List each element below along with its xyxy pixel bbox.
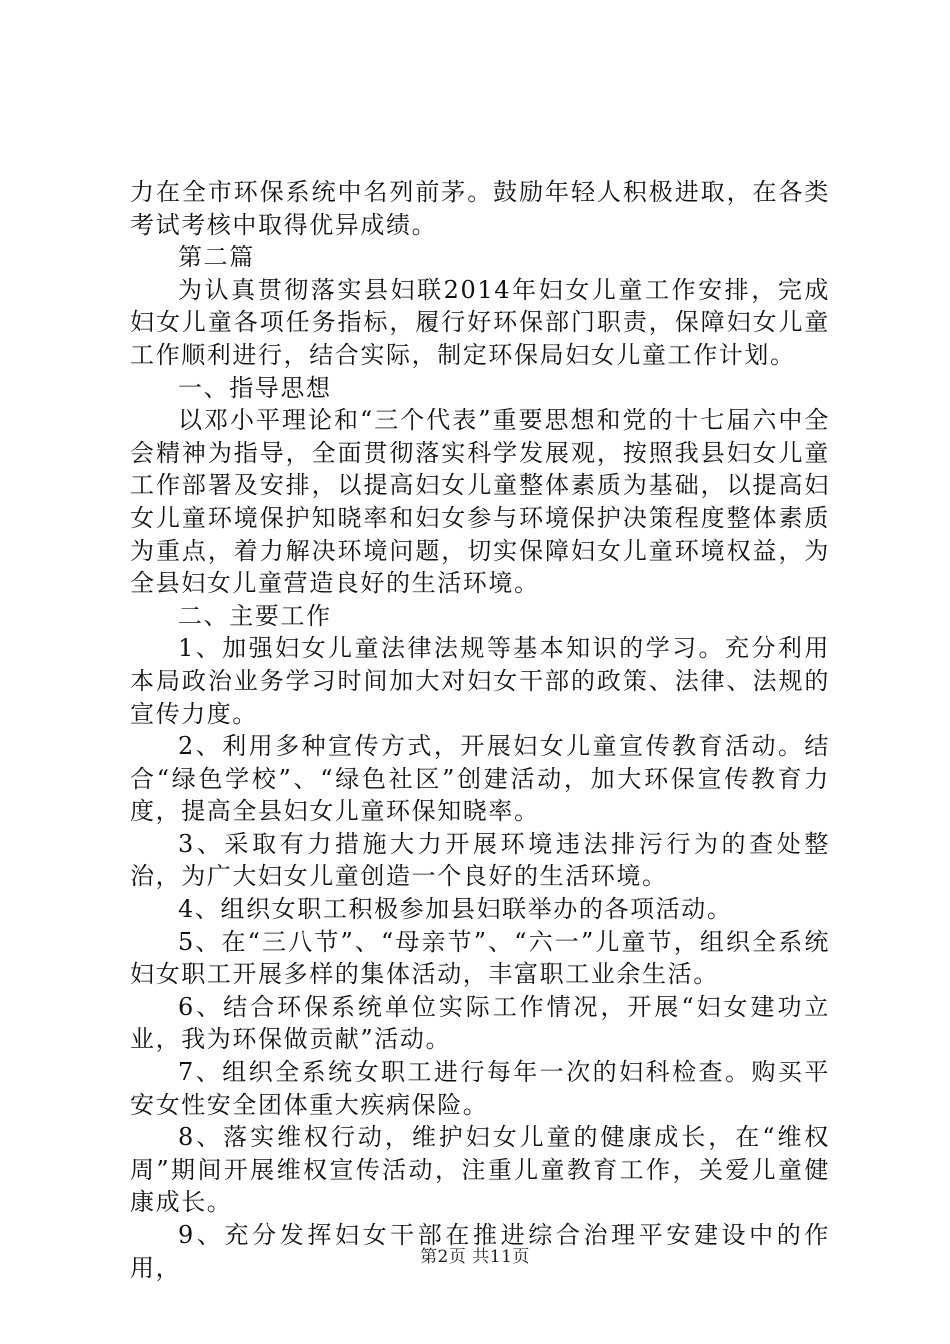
document-body: [130, 176, 830, 1284]
paragraph: 力在全市环保系统中名列前茅。鼓励年轻人积极进取，在各类考试考核中取得优异成绩。: [130, 178, 830, 239]
paragraph: 以邓小平理论和“三个代表”重要思想和党的十七届六中全会精神为指导，全面贯彻落实科学发展观，按照我县妇女儿童工作部署及安排，以提高妇女儿童整体素质为基础，以提高妇女儿童环境保护知晓率和妇女参与环境保护决策程度整体素质为重点，着力解决环境问题，切实保障妇女儿童环境权益，为全县妇女儿童营造良好的生活环境。: [130, 406, 830, 598]
page-footer: 第2页 共11页: [420, 1247, 530, 1267]
list-item: 8、落实维权行动，维护妇女儿童的健康成长，在“维权周”期间开展维权宣传活动，注重儿童教育工作，关爱儿童健康成长。: [130, 1123, 830, 1217]
section-heading: 二、主要工作: [178, 601, 332, 630]
section-heading: 一、指导思想: [178, 373, 332, 402]
section-heading: 第二篇: [178, 243, 255, 272]
list-item: 9、充分发挥妇女干部在推进综合治理平安建设中的作用，: [130, 1221, 830, 1282]
list-item: 5、在“三八节”、“母亲节”、“六一”儿童节，组织全系统妇女职工开展多样的集体活动，丰富职工业余生活。: [130, 927, 830, 989]
list-item: 7、组织全系统女职工进行每年一次的妇科检查。购买平安女性安全团体重大疾病保险。: [130, 1058, 830, 1119]
list-item: 3、采取有力措施大力开展环境违法排污行为的查处整治，为广大妇女儿童创造一个良好的生活环境。: [130, 829, 830, 891]
list-item: 6、结合环保系统单位实际工作情况，开展“妇女建功立业，我为环保做贡献”活动。: [130, 992, 830, 1054]
list-item: 1、加强妇女儿童法律法规等基本知识的学习。充分利用本局政治业务学习时间加大对妇女干部的政策、法律、法规的宣传力度。: [130, 634, 830, 728]
paragraph: 为认真贯彻落实县妇联2014年妇女儿童工作安排，完成妇女儿童各项任务指标，履行好环保部门职责，保障妇女儿童工作顺利进行，结合实际，制定环保局妇女儿童工作计划。: [130, 275, 830, 369]
list-item: 4、组织女职工积极参加县妇联举办的各项活动。: [178, 895, 733, 924]
list-item: 2、利用多种宣传方式，开展妇女儿童宣传教育活动。结合“绿色学校”、“绿色社区”创建活动，加大环保宣传教育力度，提高全县妇女儿童环保知晓率。: [130, 732, 830, 826]
